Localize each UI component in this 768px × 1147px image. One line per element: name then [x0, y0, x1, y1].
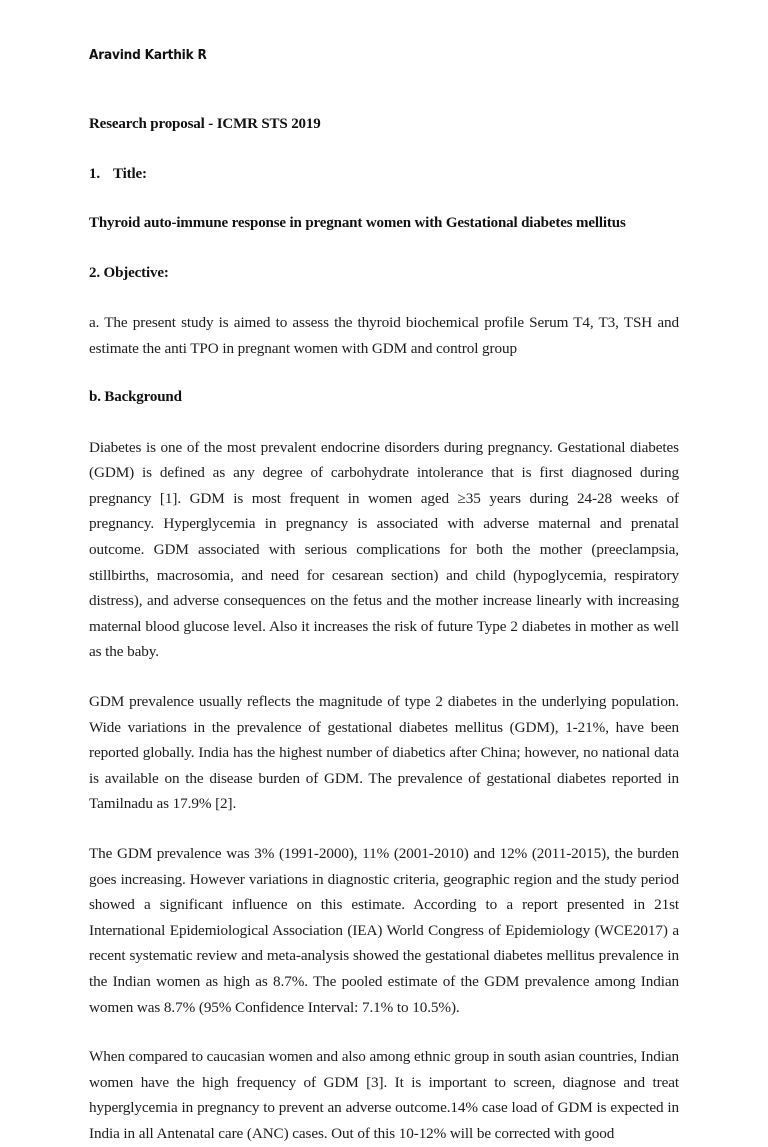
study-title: Thyroid auto-immune response in pregnant women with Gestational diabetes mellitus [89, 215, 626, 231]
background-heading: b. Background [89, 389, 182, 406]
background-paragraph-4: When compared to caucasian women and also among ethnic group in south asian countries, Indian women have the high frequency of GDM [3]. It is important to screen, diagnose and treat hyperglycemia in pregnancy to prevent an adverse outcome.14% case load of GDM is expected in India in all Antenatal care (ANC) cases. Out of this 10-12% will be corrected with good [89, 1048, 680, 1142]
objective-paragraph: a. The present study is aimed to assess the thyroid biochemical profile Serum T4, T3, TSH and estimate the anti TPO in pregnant women with GDM and control group [89, 314, 679, 357]
study-title-block [89, 211, 679, 237]
background-paragraph-3: The GDM prevalence was 3% (1991-2000), 11% (2001-2010) and 12% (2011-2015), the burden goes increasing. However variations in diagnostic criteria, geographic region and the study period showed a significant influence on this estimate. According to a report presented in 21st International Epidemiological Association (IEA) World Congress of Epidemiology (WCE2017) a recent systematic review and meta-analysis showed the gestational diabetes mellitus prevalence in the Indian women as high as 8.7%. The pooled estimate of the GDM prevalence among Indian women was 8.7% (95% Confidence Interval: 7.1% to 10.5%). [89, 845, 679, 1016]
section-1-number: 1. [89, 165, 100, 182]
section-1-heading [89, 162, 679, 188]
running-header-author: Aravind Karthik R [89, 47, 207, 63]
section-1-heading-block [89, 162, 679, 188]
background-paragraph-2: GDM prevalence usually reflects the magnitude of type 2 diabetes in the underlying population. Wide variations in the prevalence of gestational diabetes mellitus (GDM), 1-21%, have been reported globally. India has the highest number of diabetics after China; however, no national data is available on the disease burden of GDM. The prevalence of gestational diabetes reported in Tamilnadu as 17.9% [2]. [89, 693, 679, 813]
proposal-heading: Research proposal - ICMR STS 2019 [89, 116, 321, 132]
section-1-label: Title: [113, 165, 147, 182]
document-body [89, 112, 679, 1147]
proposal-heading-block [89, 112, 679, 138]
background-paragraph-1: Diabetes is one of the most prevalent endocrine disorders during pregnancy. Gestational diabetes (GDM) is defined as any degree of carbohydrate intolerance that is first diagnosed during pregnancy [1]. GDM is most frequent in women aged ≥35 years during 24-28 weeks of pregnancy. Hyperglycemia in pregnancy is associated with adverse maternal and prenatal outcome. GDM associated with serious complications for both the mother (preeclampsia, stillbirths, macrosomia, and need for cesarean section) and child (hypoglycemia, respiratory distress), and adverse consequences on the fetus and the mother increase linearly with increasing maternal blood glucose level. Also it increases the risk of future Type 2 diabetes in mother as well as the baby. [89, 438, 679, 661]
background-heading-block [89, 385, 679, 411]
section-2-heading-block [89, 261, 679, 287]
section-2-heading: 2. Objective: [89, 264, 169, 281]
